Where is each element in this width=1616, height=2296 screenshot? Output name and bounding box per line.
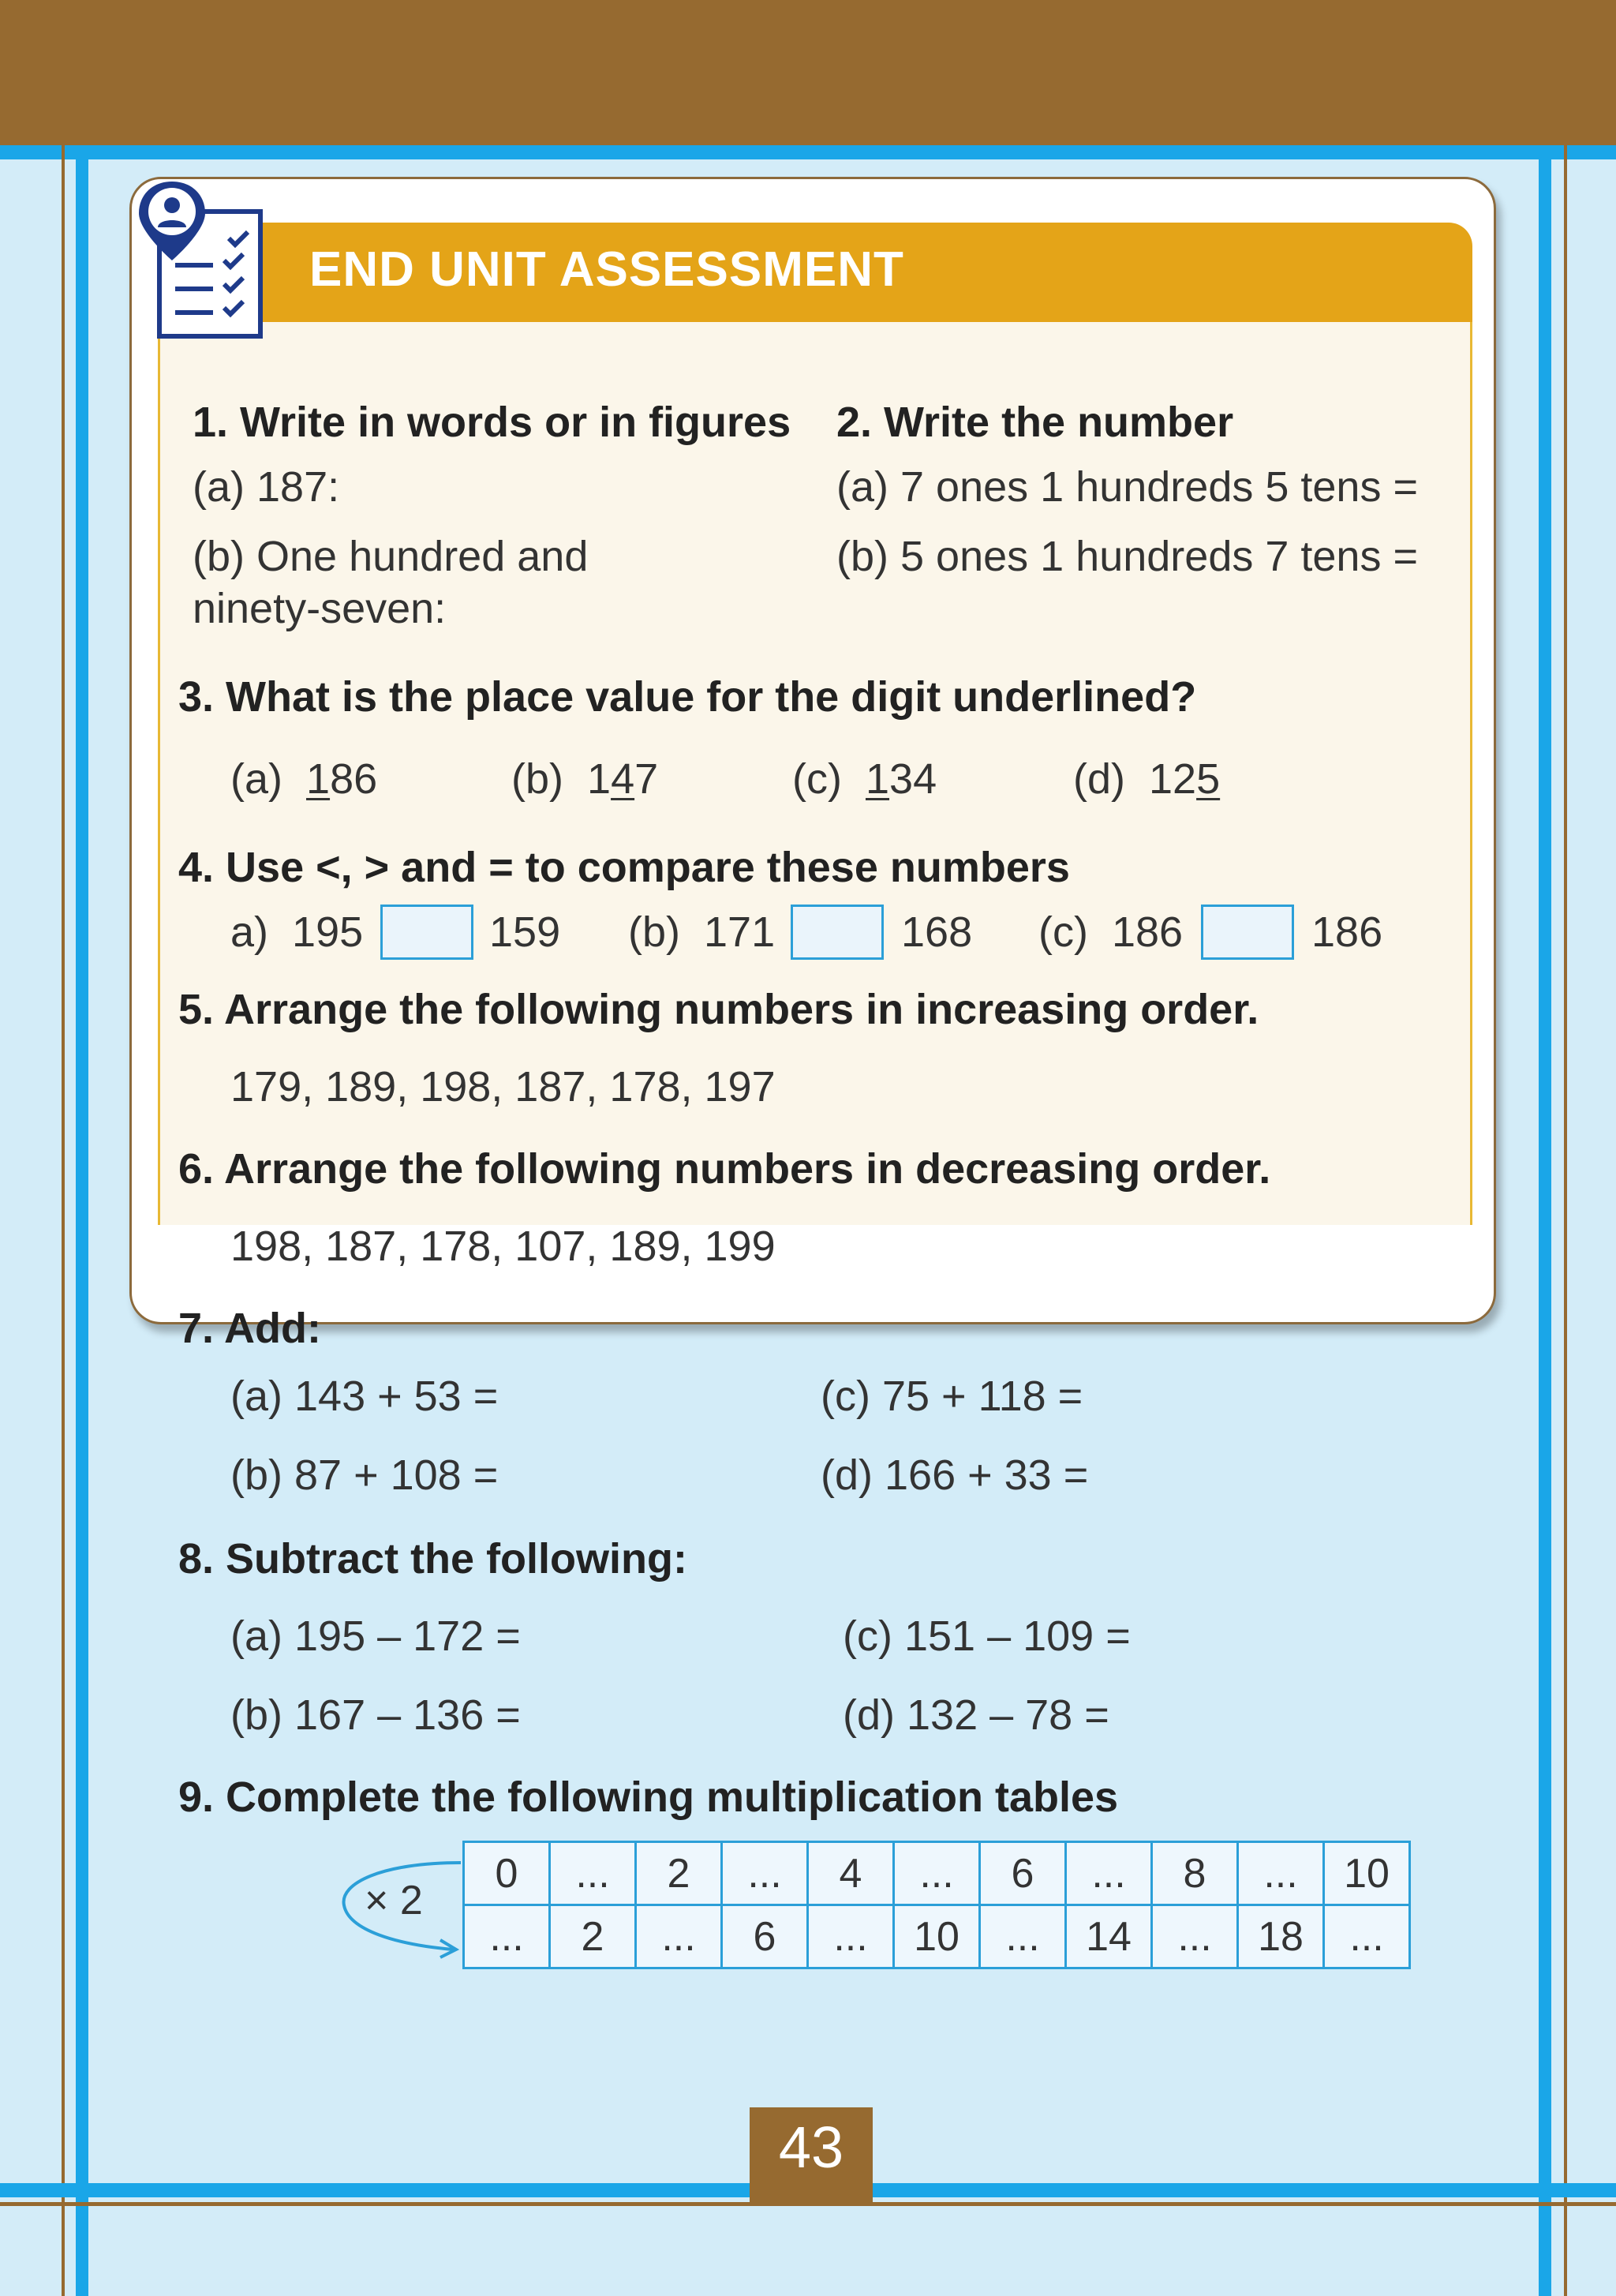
multiplier-label: × 2 [365,1878,423,1923]
q3-item-d: (d) 125 [1073,755,1221,803]
frame-line-right-blue [1539,145,1551,2296]
q7-a: (a) 143 + 53 = [230,1373,499,1420]
q8-title: 8. Subtract the following: [178,1535,687,1582]
table-row [464,1842,1410,1905]
table-cell[interactable]: ... [722,1842,808,1905]
q5-title: 5. Arrange the following numbers in increasing order. [178,986,1259,1033]
frame-line-left-blue [76,145,88,2296]
q3-item-a: (a) 186 [230,755,378,803]
q9-title: 9. Complete the following multiplication tables [178,1774,1119,1821]
frame-line-left-brown [62,145,65,2296]
frame-line-bottom-brown [0,2202,1616,2206]
table-cell[interactable]: ... [808,1905,894,1968]
q8-a: (a) 195 – 172 = [230,1612,521,1660]
q4-c-right: 186 [1311,908,1383,956]
table-cell[interactable]: 18 [1238,1905,1324,1968]
table-cell[interactable]: 6 [722,1905,808,1968]
table-cell[interactable]: ... [636,1905,722,1968]
q4-b-right: 168 [901,908,973,956]
q7-d: (d) 166 + 33 = [821,1451,1089,1499]
table-cell[interactable]: ... [894,1842,980,1905]
table-cell[interactable]: 10 [894,1905,980,1968]
q4-b-answer-box[interactable] [791,905,884,960]
q3-title: 3. What is the place value for the digit underlined? [178,673,1197,721]
q1-a: (a) 187: [193,463,340,511]
q4-c-left: (c) 186 [1038,908,1184,956]
q4-c-answer-box[interactable] [1201,905,1294,960]
multiplication-table [462,1841,1411,1969]
table-cell[interactable]: ... [1152,1905,1238,1968]
table-cell[interactable]: 2 [636,1842,722,1905]
q3-item-b: (b) 147 [511,755,659,803]
q8-d: (d) 132 – 78 = [843,1691,1109,1739]
q7-c: (c) 75 + 118 = [821,1373,1083,1420]
q6-numbers: 198, 187, 178, 107, 189, 199 [230,1223,776,1270]
table-cell[interactable]: ... [464,1905,550,1968]
table-cell[interactable]: ... [550,1842,636,1905]
q7-b: (b) 87 + 108 = [230,1451,499,1499]
q4-a-answer-box[interactable] [380,905,473,960]
table-cell[interactable]: 2 [550,1905,636,1968]
frame-line-right-brown [1564,145,1567,2296]
table-row [464,1905,1410,1968]
q5-numbers: 179, 189, 198, 187, 178, 197 [230,1063,776,1111]
top-band [0,0,1616,145]
table-cell[interactable]: ... [980,1905,1066,1968]
q1-title: 1. Write in words or in figures [193,399,791,446]
page-number: 43 [778,2114,844,2180]
q4-title: 4. Use <, > and = to compare these numbers [178,844,1070,891]
table-cell[interactable]: ... [1324,1905,1410,1968]
q2-title: 2. Write the number [836,399,1234,446]
table-cell[interactable]: 6 [980,1842,1066,1905]
table-cell[interactable]: 4 [808,1842,894,1905]
q8-b: (b) 167 – 136 = [230,1691,521,1739]
table-cell[interactable]: 10 [1324,1842,1410,1905]
assessment-checklist-icon [134,178,268,341]
q7-title: 7. Add: [178,1305,321,1352]
table-cell[interactable]: 0 [464,1842,550,1905]
table-cell[interactable]: ... [1238,1842,1324,1905]
top-blue-stripe [0,145,1616,159]
q4-a-left: a) 195 [230,908,364,956]
table-cell[interactable]: ... [1066,1842,1152,1905]
q3-item-c: (c) 134 [792,755,937,803]
table-cell[interactable]: 14 [1066,1905,1152,1968]
q1-b-line1: (b) One hundred and [193,533,589,580]
q1-b-line2: ninety-seven: [193,585,447,632]
q2-a: (a) 7 ones 1 hundreds 5 tens = [836,463,1418,511]
q8-c: (c) 151 – 109 = [843,1612,1131,1660]
header-title: END UNIT ASSESSMENT [309,242,904,297]
q4-a-right: 159 [489,908,561,956]
q6-title: 6. Arrange the following numbers in decreasing order. [178,1145,1271,1193]
table-cell[interactable]: 8 [1152,1842,1238,1905]
q2-b: (b) 5 ones 1 hundreds 7 tens = [836,533,1418,580]
q4-b-left: (b) 171 [628,908,776,956]
